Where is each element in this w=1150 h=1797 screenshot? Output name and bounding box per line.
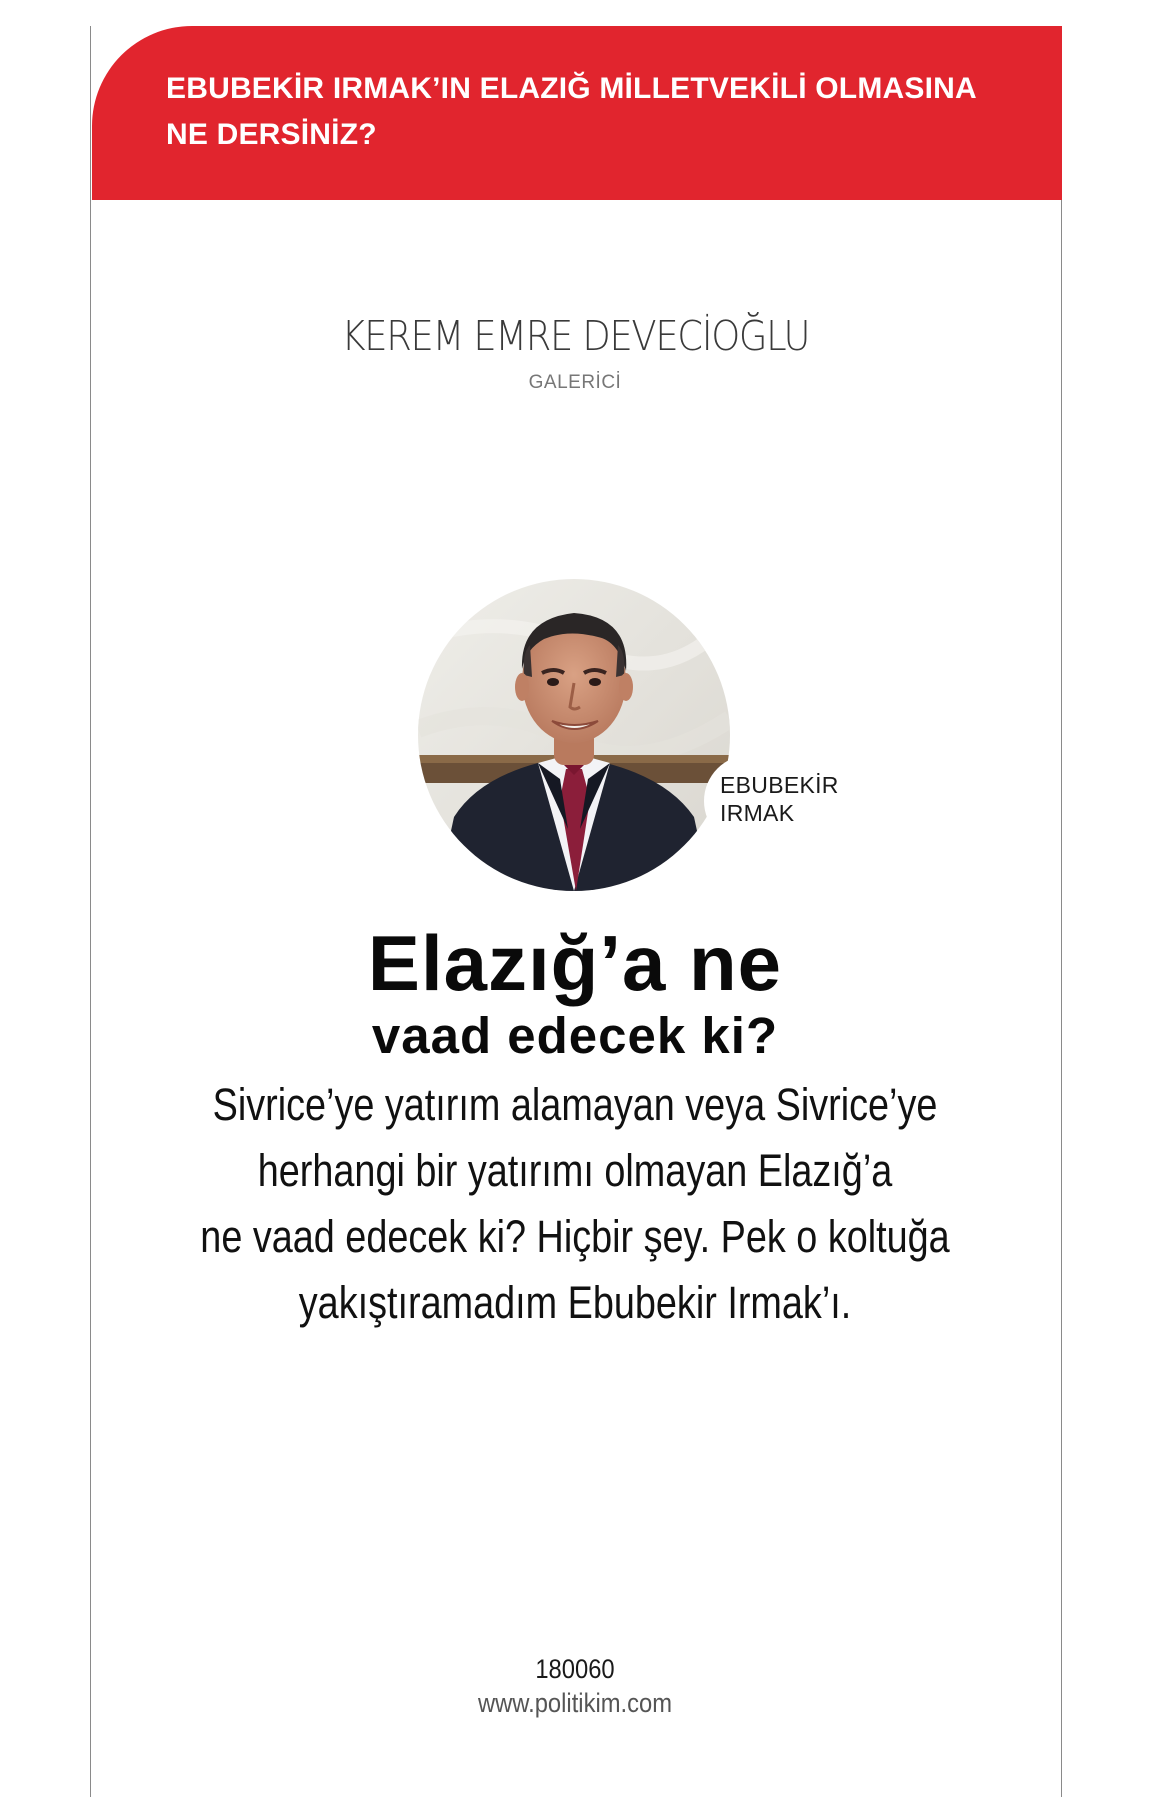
question-title xyxy=(166,66,1046,158)
author-name: KEREM EMRE DEVECİOĞLU xyxy=(341,312,810,360)
quote-line: Sivrice’ye yatırım alamayan veya Sivrice’ye xyxy=(212,1079,938,1130)
subject-name-line2: IRMAK xyxy=(720,800,795,826)
author-role: GALERİCİ xyxy=(528,372,622,393)
quote-body xyxy=(95,1072,1055,1336)
person-portrait-photo-icon xyxy=(418,579,730,891)
quote-line: yakıştıramadım Ebubekir Irmak’ı. xyxy=(298,1277,852,1328)
site-url: www.politikim.com xyxy=(477,1688,673,1718)
quote-line: ne vaad edecek ki? Hiçbir şey. Pek o koltuğa xyxy=(200,1211,950,1262)
quote-line: herhangi bir yatırımı olmayan Elazığ’a xyxy=(257,1145,893,1196)
question-title-line1: EBUBEKİR IRMAK’IN ELAZIĞ MİLLETVEKİLİ OLMASINA xyxy=(166,72,977,105)
headline-main: Elazığ’a ne xyxy=(367,919,783,1007)
header-banner xyxy=(92,26,1062,200)
post-code: 180060 xyxy=(535,1654,615,1684)
question-title-line2: NE DERSİNİZ? xyxy=(166,118,377,151)
subject-photo xyxy=(418,579,730,891)
card xyxy=(90,26,1062,1797)
headline-sub: vaad edecek ki? xyxy=(371,1007,779,1064)
subject-name-tag xyxy=(704,755,854,847)
subject-name-line1: EBUBEKİR xyxy=(720,772,839,798)
